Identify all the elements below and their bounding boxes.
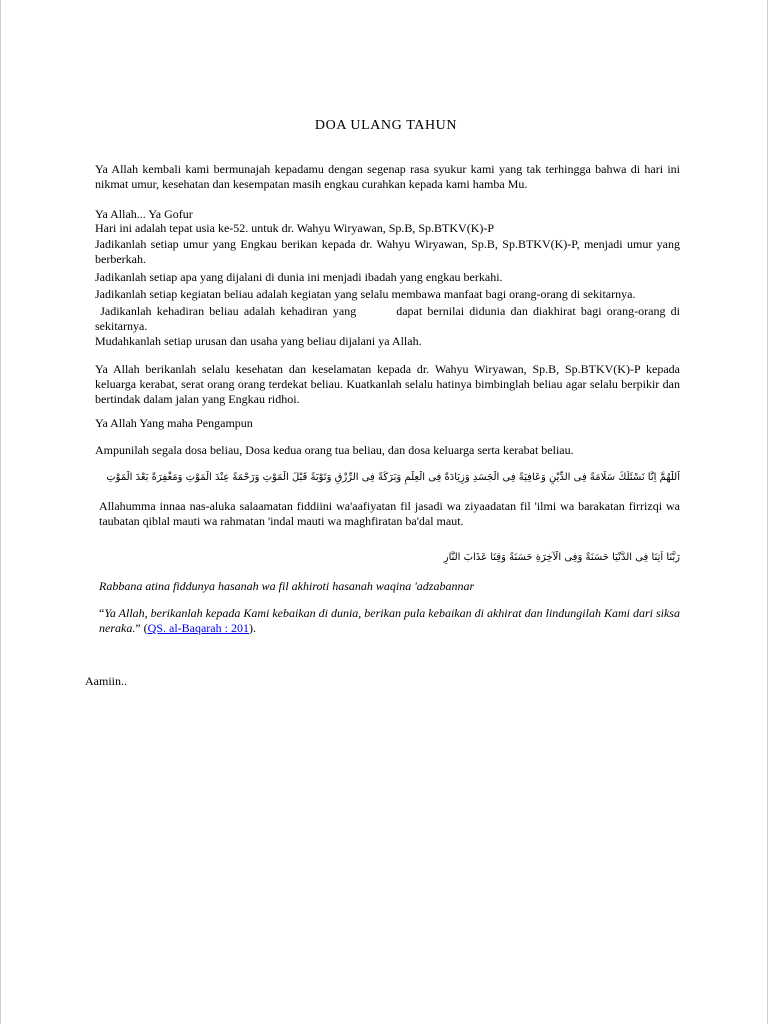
close-paren: ). (248, 621, 256, 635)
open-quote: “ (99, 606, 105, 620)
ampun-paragraph: Ampunilah segala dosa beliau, Dosa kedua orang tua beliau, dan dosa keluarga serta kerabat beliau. (95, 443, 574, 457)
line-age: Hari ini adalah tepat usia ke-52. untuk dr. Wahyu Wiryawan, Sp.B, Sp.BTKV(K)-P (95, 221, 495, 235)
intro-paragraph: Ya Allah kembali kami bermunajah kepadamu dengan segenap rasa syukur kami yang tak terhingga bahwa di hari ini nikmat umur, kesehatan dan kesempatan masih engkau curahkan kepada kami hamba Mu. (95, 162, 680, 191)
line-berkah: Jadikanlah setiap umur yang Engkau berikan kepada dr. Wahyu Wiryawan, Sp.B, Sp.BTKV(K)-P, menjadi umur yang berberkah. (95, 237, 680, 266)
arabic-prayer-1: اَللّٰهُمَّ اِنَّا نَسْئَلُكَ سَلَامَةً فِى الدِّيْنِ وَعَافِيَةً فِى الْجَسَدِ وَزِيَادَةً فِى الْعِلْمِ وَبَرَكَةً فِى الرِّزْقِ وَتَوْبَةً قَبْلَ الْمَوْتِ وَرَحْمَةً عِنْدَ الْمَوْتِ وَمَغْفِرَةً بَعْدَ الْمَوْتِ (106, 472, 680, 483)
arabic-prayer-2: رَبَّنَا آتِنَا فِى الدُّنْيَا حَسَنَةً وَفِى الْآخِرَةِ حَسَنَةً وَقِنَا عَذَابَ النَّارِ (443, 552, 680, 563)
closing-amin: Aamiin.. (85, 674, 127, 688)
line-ibadah: Jadikanlah setiap apa yang dijalani di dunia ini menjadi ibadah yang engkau berkahi. (95, 270, 503, 284)
line-mudahkan: Mudahkanlah setiap urusan dan usaha yang beliau dijalani ya Allah. (95, 334, 422, 348)
page-title: DOA ULANG TAHUN (314, 118, 458, 133)
kehadiran-part-a: Jadikanlah kehadiran beliau adalah kehadiran yang (100, 304, 357, 318)
latin-prayer-2: Rabbana atina fiddunya hasanah wa fil akhiroti hasanah waqina 'adzabannar (99, 579, 475, 593)
line-kegiatan: Jadikanlah setiap kegiatan beliau adalah kegiatan yang selalu membawa manfaat bagi orang-orang di sekitarnya. (95, 287, 636, 301)
ya-gofur-heading: Ya Allah... Ya Gofur (95, 207, 193, 221)
berikan-paragraph: Ya Allah berikanlah selalu kesehatan dan keselamatan kepada dr. Wahyu Wiryawan, Sp.B, Sp.BTKV(K)-P kepada keluarga kerabat, serat orang orang terdekat beliau. Kuatkanlah selalu hatinya bimbinglah beliau agar selalu berpikir dan bertindak dalam jalan yang Engkau ridhoi. (95, 362, 680, 406)
line-kehadiran (95, 304, 680, 334)
translation-paragraph (99, 606, 680, 636)
close-quote: ” ( (135, 621, 148, 635)
quran-reference-link[interactable]: QS. al-Baqarah : 201 (147, 621, 249, 635)
translation-text: Ya Allah, berikanlah kepada Kami kebaikan di dunia, berikan pula kebaikan di akhirat dan lindungilah Kami dari siksa neraka. (99, 606, 680, 635)
pengampun-heading: Ya Allah Yang maha Pengampun (95, 416, 253, 430)
latin-prayer-1: Allahumma innaa nas-aluka salaamatan fiddiini wa'aafiyatan fil jasadi wa ziyaadatan fil 'ilmi wa barakatan firrizqi wa taubatan qiblal mauti wa rahmatan 'indal mauti wa maghfiratan ba'dal maut. (99, 499, 680, 528)
kehadiran-part-b: dapat bernilai didunia dan diakhirat bagi orang-orang di sekitarnya. (95, 304, 680, 333)
